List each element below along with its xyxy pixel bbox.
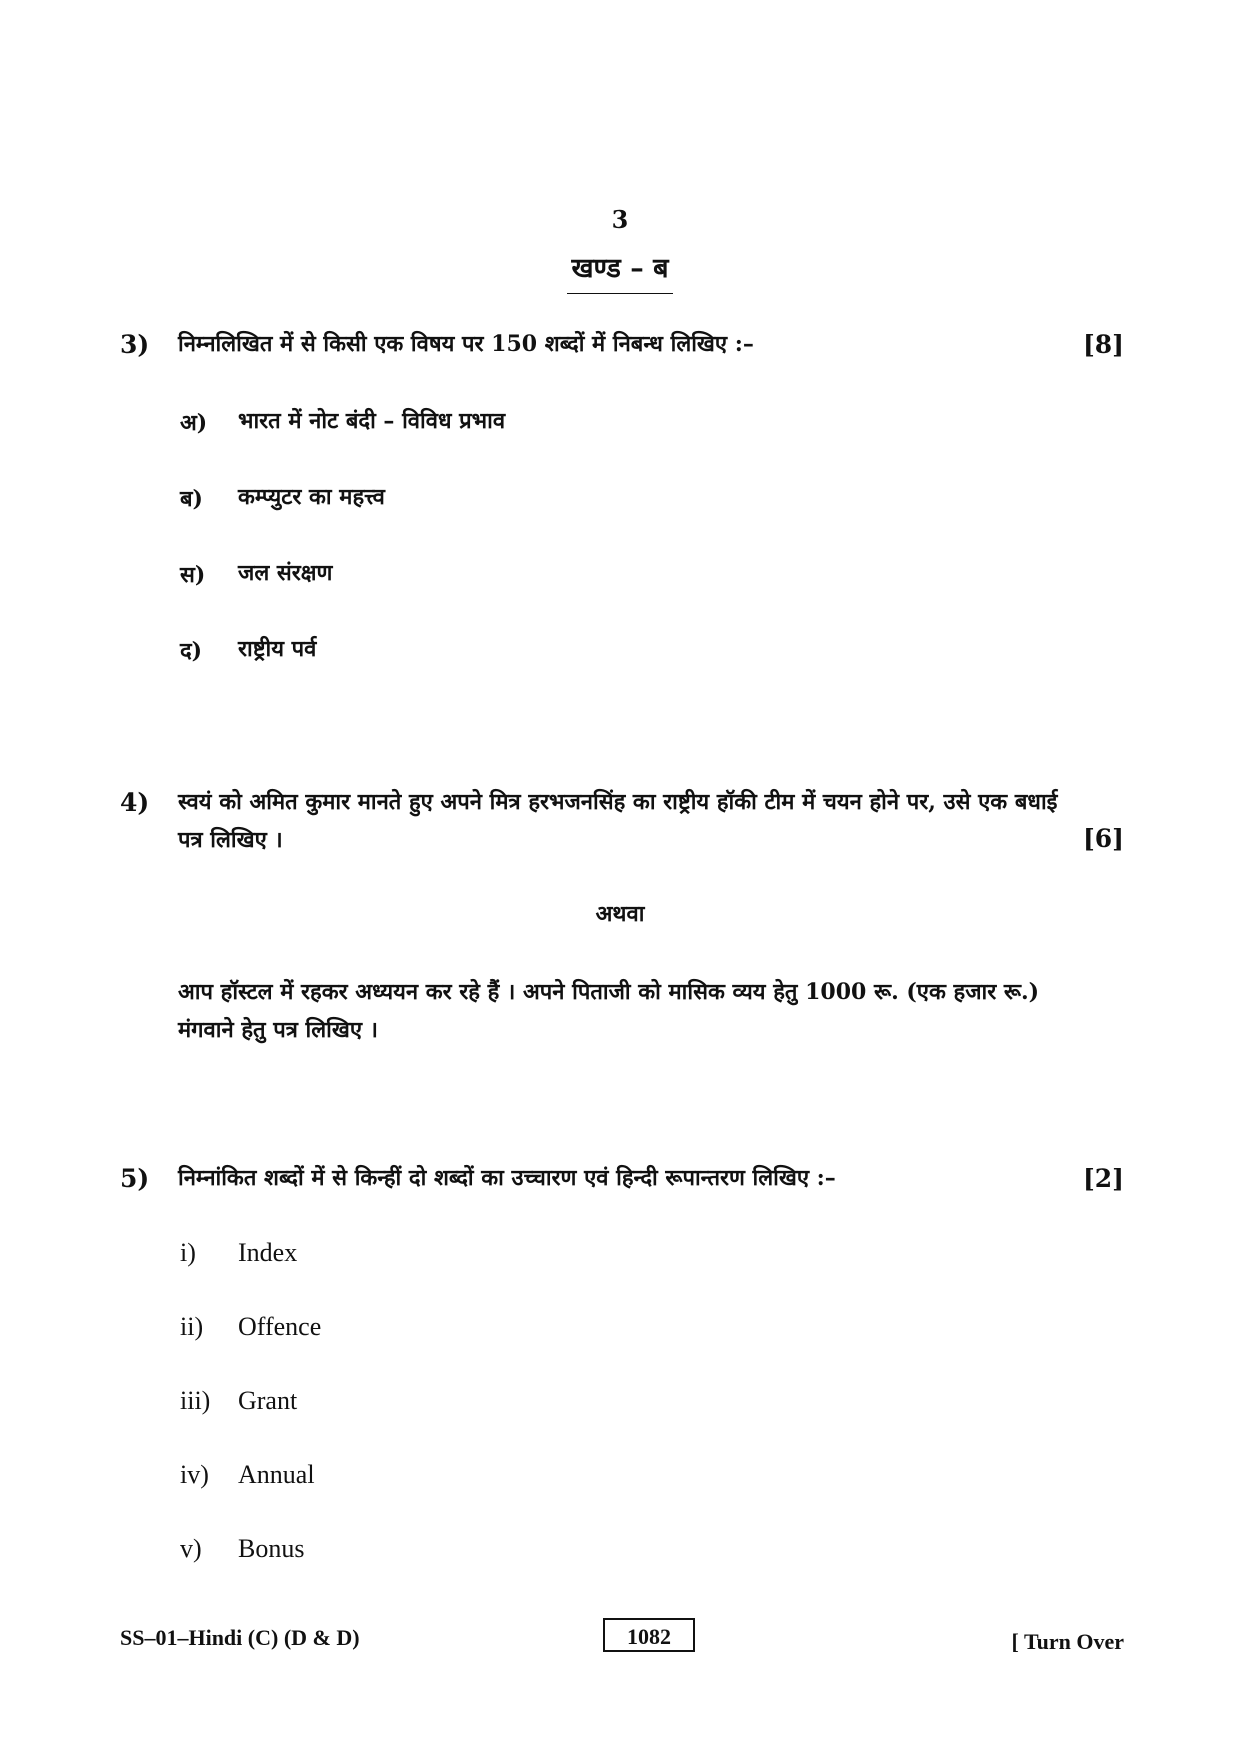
option-text: राष्ट्रीय पर्व bbox=[238, 636, 317, 662]
question-3-marks: [8] bbox=[1082, 330, 1124, 359]
word-text: Annual bbox=[238, 1460, 315, 1489]
option-label: ब) bbox=[180, 486, 203, 512]
question-4-text-line1: स्वयं को अमित कुमार मानते हुए अपने मित्र हरभजनसिंह का राष्ट्रीय हॉकी टीम में चयन होने पर, उसे एक बधाई bbox=[178, 789, 1058, 815]
question-5-marks: [2] bbox=[1082, 1164, 1124, 1193]
word-text: Grant bbox=[238, 1386, 298, 1415]
word-label: iv) bbox=[180, 1460, 209, 1489]
question-4-alt-line1: आप हॉस्टल में रहकर अध्ययन कर रहे हैं । अपने पिताजी को मासिक व्यय हेतु 1000 रू. (एक हजार रू.) bbox=[178, 979, 1040, 1005]
question-5-text: निम्नांकित शब्दों में से किन्हीं दो शब्दों का उच्चारण एवं हिन्दी रूपान्तरण लिखिए :– bbox=[178, 1165, 836, 1191]
question-3-text: निम्नलिखित में से किसी एक विषय पर 150 शब्दों में निबन्ध लिखिए :– bbox=[178, 331, 754, 357]
question-3-number: 3) bbox=[120, 330, 150, 359]
word-text: Bonus bbox=[238, 1534, 305, 1563]
page-number: 3 bbox=[611, 205, 629, 234]
question-4-text-line2: पत्र लिखिए । bbox=[178, 827, 283, 853]
section-title: खण्ड – ब bbox=[0, 248, 1240, 294]
option-text: कम्प्युटर का महत्त्व bbox=[238, 484, 385, 510]
turn-over-label: [ Turn Over bbox=[1011, 1629, 1124, 1654]
option-label: द) bbox=[180, 638, 203, 664]
option-text: जल संरक्षण bbox=[238, 560, 333, 586]
paper-code: SS–01–Hindi (C) (D & D) bbox=[120, 1625, 360, 1650]
word-label: v) bbox=[180, 1534, 202, 1563]
word-label: iii) bbox=[180, 1386, 211, 1415]
or-label: अथवा bbox=[595, 901, 645, 927]
word-text: Offence bbox=[238, 1312, 322, 1341]
question-4-number: 4) bbox=[120, 788, 150, 817]
word-label: i) bbox=[180, 1238, 196, 1267]
word-text: Index bbox=[238, 1238, 298, 1267]
question-5-number: 5) bbox=[120, 1164, 150, 1193]
question-4-marks: [6] bbox=[1082, 824, 1124, 853]
box-number: 1082 bbox=[603, 1618, 695, 1652]
question-4-alt-line2: मंगवाने हेतु पत्र लिखिए । bbox=[178, 1017, 378, 1043]
option-text: भारत में नोट बंदी – विविध प्रभाव bbox=[238, 408, 506, 434]
option-label: अ) bbox=[180, 410, 208, 436]
option-label: स) bbox=[180, 562, 206, 588]
word-label: ii) bbox=[180, 1312, 204, 1341]
